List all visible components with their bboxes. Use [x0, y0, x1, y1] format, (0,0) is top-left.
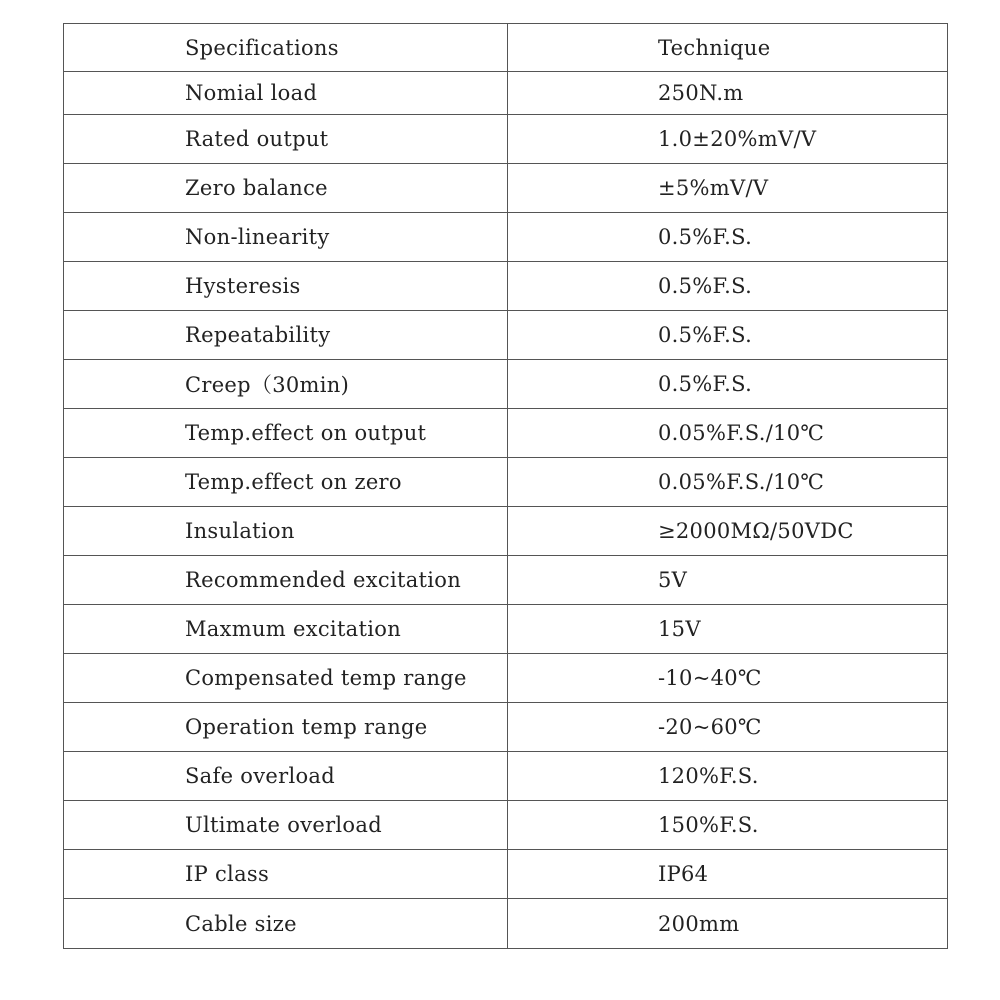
spec-value-cell: ≥2000MΩ/50VDC: [508, 507, 948, 556]
table-row: [64, 115, 948, 164]
spec-value-cell: 120%F.S.: [508, 752, 948, 801]
spec-value-cell: ±5%mV/V: [508, 164, 948, 213]
spec-value-cell: 200mm: [508, 899, 948, 949]
spec-name-cell: Nomial load: [64, 72, 508, 115]
table-row: [64, 458, 948, 507]
spec-value-cell: 0.05%F.S./10℃: [508, 458, 948, 507]
spec-name-cell: Ultimate overload: [64, 801, 508, 850]
spec-name-cell: Creep（30min): [64, 360, 508, 409]
table-row: [64, 605, 948, 654]
spec-value-cell: 0.5%F.S.: [508, 360, 948, 409]
header-specifications: Specifications: [64, 24, 508, 72]
table-row: [64, 164, 948, 213]
table-row: [64, 311, 948, 360]
table-row: [64, 262, 948, 311]
table-row: [64, 703, 948, 752]
spec-value-cell: 0.05%F.S./10℃: [508, 409, 948, 458]
spec-value-cell: IP64: [508, 850, 948, 899]
spec-value-cell: 0.5%F.S.: [508, 213, 948, 262]
spec-name-cell: Hysteresis: [64, 262, 508, 311]
spec-value-cell: 1.0±20%mV/V: [508, 115, 948, 164]
table-row: [64, 850, 948, 899]
spec-value-cell: -10~40℃: [508, 654, 948, 703]
table-row: [64, 899, 948, 949]
table-row: [64, 507, 948, 556]
spec-name-cell: Zero balance: [64, 164, 508, 213]
spec-name-cell: Temp.effect on output: [64, 409, 508, 458]
spec-name-cell: Maxmum excitation: [64, 605, 508, 654]
spec-value-cell: 250N.m: [508, 72, 948, 115]
table-row: [64, 409, 948, 458]
spec-name-cell: Insulation: [64, 507, 508, 556]
table-header-row: [64, 24, 948, 72]
header-technique: Technique: [508, 24, 948, 72]
table-row: [64, 213, 948, 262]
table-row: [64, 752, 948, 801]
table-row: [64, 654, 948, 703]
spec-value-cell: 5V: [508, 556, 948, 605]
spec-value-cell: 15V: [508, 605, 948, 654]
table-row: [64, 556, 948, 605]
spec-name-cell: Repeatability: [64, 311, 508, 360]
table-row: [64, 801, 948, 850]
spec-name-cell: IP class: [64, 850, 508, 899]
specifications-table-body: [64, 24, 948, 949]
spec-name-cell: Safe overload: [64, 752, 508, 801]
spec-name-cell: Recommended excitation: [64, 556, 508, 605]
spec-name-cell: Temp.effect on zero: [64, 458, 508, 507]
spec-name-cell: Non-linearity: [64, 213, 508, 262]
spec-value-cell: 150%F.S.: [508, 801, 948, 850]
spec-value-cell: 0.5%F.S.: [508, 262, 948, 311]
table-row: [64, 72, 948, 115]
spec-name-cell: Compensated temp range: [64, 654, 508, 703]
spec-name-cell: Cable size: [64, 899, 508, 949]
spec-value-cell: -20~60℃: [508, 703, 948, 752]
spec-name-cell: Operation temp range: [64, 703, 508, 752]
spec-value-cell: 0.5%F.S.: [508, 311, 948, 360]
table-row: [64, 360, 948, 409]
specifications-table: [63, 23, 948, 949]
spec-name-cell: Rated output: [64, 115, 508, 164]
